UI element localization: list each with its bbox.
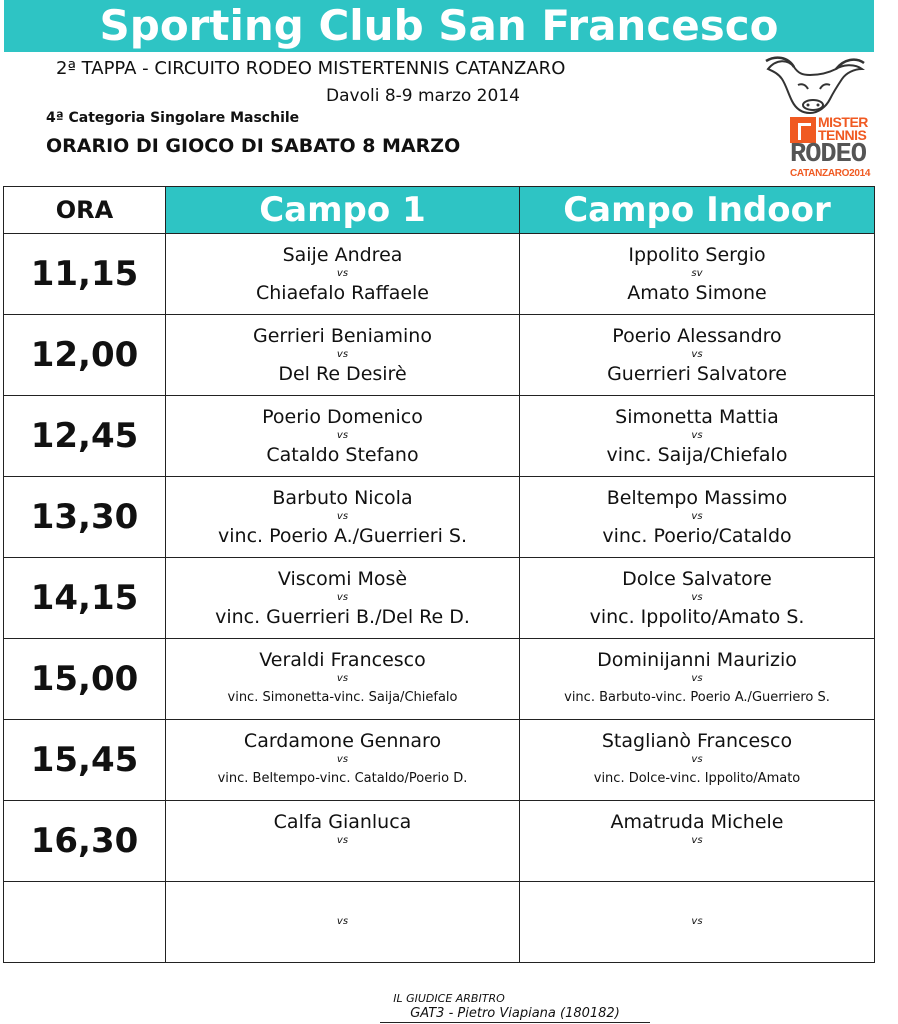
circuit-subtitle: 2ª TAPPA - CIRCUITO RODEO MISTERTENNIS CATANZARO [56,58,566,79]
versus-label: vs [336,835,349,846]
player-2 [166,929,519,953]
player-1: Barbuto Nicola [272,487,413,509]
versus-label: vs [336,916,349,927]
player-2: vinc. Guerrieri B./Del Re D. [215,606,470,628]
player-1 [520,891,874,915]
player-2 [166,848,519,872]
table-row [4,801,875,882]
table-row [4,720,875,801]
logo-text-rodeo: RODEO [790,140,867,170]
player-2: vinc. Poerio/Cataldo [602,525,792,547]
logo-text-catanzaro: CATANZARO2014 [790,168,871,179]
venue-date: Davoli 8-9 marzo 2014 [326,86,520,106]
category-label: 4ª Categoria Singolare Maschile [46,110,300,126]
match-cell-court-1 [166,396,520,477]
match-cell-court-1 [166,801,520,882]
match-cell-court-1 [166,234,520,315]
schedule-title: ORARIO DI GIOCO DI SABATO 8 MARZO [46,135,461,157]
player-1: Dominijanni Maurizio [597,649,797,671]
versus-label: vs [336,268,349,279]
column-header-court-1: Campo 1 [166,187,520,234]
versus-label: sv [691,268,703,279]
versus-label: vs [336,592,349,603]
table-row [4,558,875,639]
versus-label: vs [336,673,349,684]
match-time: 11,15 [4,234,166,315]
table-header-row [4,187,875,234]
player-1: Beltempo Massimo [606,487,788,509]
player-2: vinc. Beltempo-vinc. Cataldo/Poerio D. [217,771,468,786]
versus-label: vs [336,430,349,441]
match-cell-court-indoor [520,558,875,639]
logo-text-tennis: TENNIS [818,127,867,143]
player-2 [520,848,874,872]
player-1: Saije Andrea [282,244,403,266]
player-2 [520,929,874,953]
match-cell-court-1 [166,882,520,963]
table-row [4,396,875,477]
club-title: Sporting Club San Francesco [99,1,779,50]
player-1 [166,891,519,915]
match-time: 15,45 [4,720,166,801]
versus-label: vs [336,349,349,360]
player-1: Gerrieri Beniamino [253,325,432,347]
match-time: 13,30 [4,477,166,558]
title-banner [4,0,874,52]
judge-name: GAT3 - Pietro Viapiana (180182) [380,1006,650,1023]
versus-label: vs [691,754,703,765]
versus-label: vs [691,835,703,846]
player-2: vinc. Ippolito/Amato S. [589,606,805,628]
player-2: Del Re Desirè [278,363,407,385]
player-2: vinc. Saija/Chiefalo [606,444,788,466]
match-cell-court-indoor [520,882,875,963]
table-row [4,234,875,315]
versus-label: vs [691,673,703,684]
player-2: vinc. Simonetta-vinc. Saija/Chiefalo [227,690,458,705]
mistertennis-rodeo-logo [750,55,880,185]
bull-head-icon [758,55,868,115]
column-header-court-indoor: Campo Indoor [520,187,875,234]
player-1: Calfa Gianluca [273,811,412,833]
player-2: Chiaefalo Raffaele [255,282,429,304]
match-cell-court-indoor [520,801,875,882]
match-cell-court-1 [166,477,520,558]
match-cell-court-indoor [520,315,875,396]
player-1: Viscomi Mosè [277,568,408,590]
versus-label: vs [691,916,703,927]
match-cell-court-1 [166,315,520,396]
player-2: Amato Simone [627,282,767,304]
player-2: vinc. Dolce-vinc. Ippolito/Amato [593,771,801,786]
player-2: vinc. Poerio A./Guerrieri S. [218,525,467,547]
match-cell-court-indoor [520,639,875,720]
versus-label: vs [691,511,703,522]
match-cell-court-1 [166,720,520,801]
match-time [4,882,166,963]
table-row [4,315,875,396]
match-time: 16,30 [4,801,166,882]
player-2: Guerrieri Salvatore [607,363,787,385]
versus-label: vs [691,349,703,360]
match-time: 12,45 [4,396,166,477]
player-1: Amatruda Michele [610,811,784,833]
table-row [4,477,875,558]
match-cell-court-indoor [520,396,875,477]
match-cell-court-indoor [520,477,875,558]
logo-badge [790,114,876,179]
logo-text-mister: MISTER [818,114,868,130]
versus-label: vs [336,754,349,765]
match-cell-court-1 [166,639,520,720]
versus-label: vs [336,511,349,522]
player-1: Simonetta Mattia [615,406,779,428]
match-time: 15,00 [4,639,166,720]
player-1: Ippolito Sergio [628,244,766,266]
player-1: Dolce Salvatore [622,568,772,590]
versus-label: vs [691,592,703,603]
player-1: Staglianò Francesco [601,730,793,752]
player-1: Cardamone Gennaro [243,730,442,752]
judge-label: IL GIUDICE ARBITRO [393,992,505,1005]
player-1: Veraldi Francesco [259,649,426,671]
match-cell-court-1 [166,558,520,639]
match-cell-court-indoor [520,234,875,315]
schedule-table [3,186,875,963]
player-1: Poerio Alessandro [612,325,782,347]
column-header-time: ORA [4,187,166,234]
match-cell-court-indoor [520,720,875,801]
match-time: 12,00 [4,315,166,396]
player-1: Poerio Domenico [262,406,423,428]
table-row [4,639,875,720]
table-row [4,882,875,963]
player-2: Cataldo Stefano [266,444,419,466]
versus-label: vs [691,430,703,441]
match-time: 14,15 [4,558,166,639]
player-2: vinc. Barbuto-vinc. Poerio A./Guerriero S. [564,690,830,705]
